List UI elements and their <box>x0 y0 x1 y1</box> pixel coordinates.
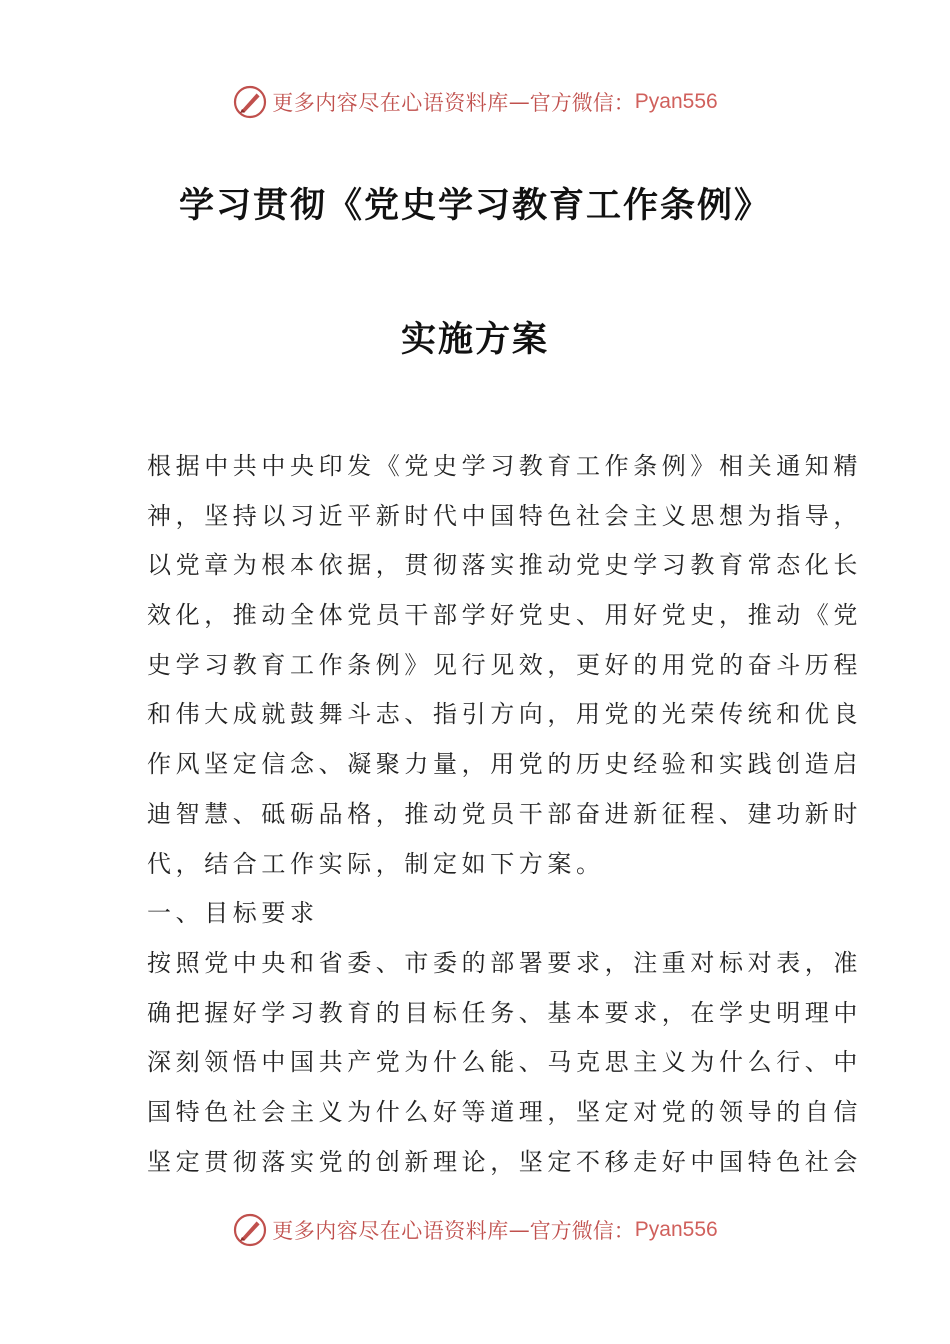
body-line: 根据中共中央印发《党史学习教育工作条例》相关通知精 <box>147 452 862 480</box>
document-subtitle: 实施方案 <box>400 320 549 360</box>
banner-wechat-id: Pyan556 <box>634 90 718 113</box>
banner-wechat-label: 官方微信： <box>529 1219 635 1243</box>
body-line: 神，坚持以习近平新时代中国特色社会主义思想为指导， <box>147 501 862 530</box>
body-line: 代，结合工作实际，制定如下方案。 <box>147 849 605 878</box>
document-title: 学习贯彻《党史学习教育工作条例》 <box>178 186 771 226</box>
body-line: 以党章为根本依据，贯彻落实推动党史学习教育常态化长 <box>147 551 862 580</box>
body-line: 和伟大成就鼓舞斗志、指引方向，用党的光荣传统和优良 <box>147 700 862 729</box>
body-line: 国特色社会主义为什么好等道理，坚定对党的领导的自信 <box>147 1097 862 1126</box>
body-line: 迪智慧、砥砺品格，推动党员干部奋进新征程、建功新时 <box>147 799 862 828</box>
banner-text: 更多内容尽在心语资料库 <box>272 1219 509 1243</box>
body-line: 作风坚定信念、凝聚力量，用党的历史经验和实践创造启 <box>147 750 862 779</box>
body-line: 史学习教育工作条例》见行见效，更好的用党的奋斗历程 <box>147 650 862 679</box>
body-line: 坚定贯彻落实党的创新理论，坚定不移走好中国特色社会 <box>147 1147 862 1176</box>
footer-watermark-banner <box>0 1210 950 1250</box>
banner-separator: — <box>508 90 530 114</box>
pen-logo-icon <box>232 1212 268 1248</box>
banner-wechat-label: 官方微信： <box>529 91 635 115</box>
banner-wechat-id: Pyan556 <box>634 1218 718 1241</box>
document-body <box>147 442 862 1187</box>
body-line: 效化，推动全体党员干部学好党史、用好党史，推动《党 <box>147 601 862 630</box>
header-watermark-banner <box>0 82 950 122</box>
body-line: 深刻领悟中国共产党为什么能、马克思主义为什么行、中 <box>147 1048 862 1077</box>
pen-logo-icon <box>232 84 268 120</box>
body-line: 确把握好学习教育的目标任务、基本要求，在学史明理中 <box>147 998 862 1027</box>
banner-separator: — <box>508 1218 530 1242</box>
body-line: 按照党中央和省委、市委的部署要求，注重对标对表，准 <box>147 948 862 977</box>
section-heading: 一、目标要求 <box>147 899 319 928</box>
banner-text: 更多内容尽在心语资料库 <box>272 91 509 115</box>
